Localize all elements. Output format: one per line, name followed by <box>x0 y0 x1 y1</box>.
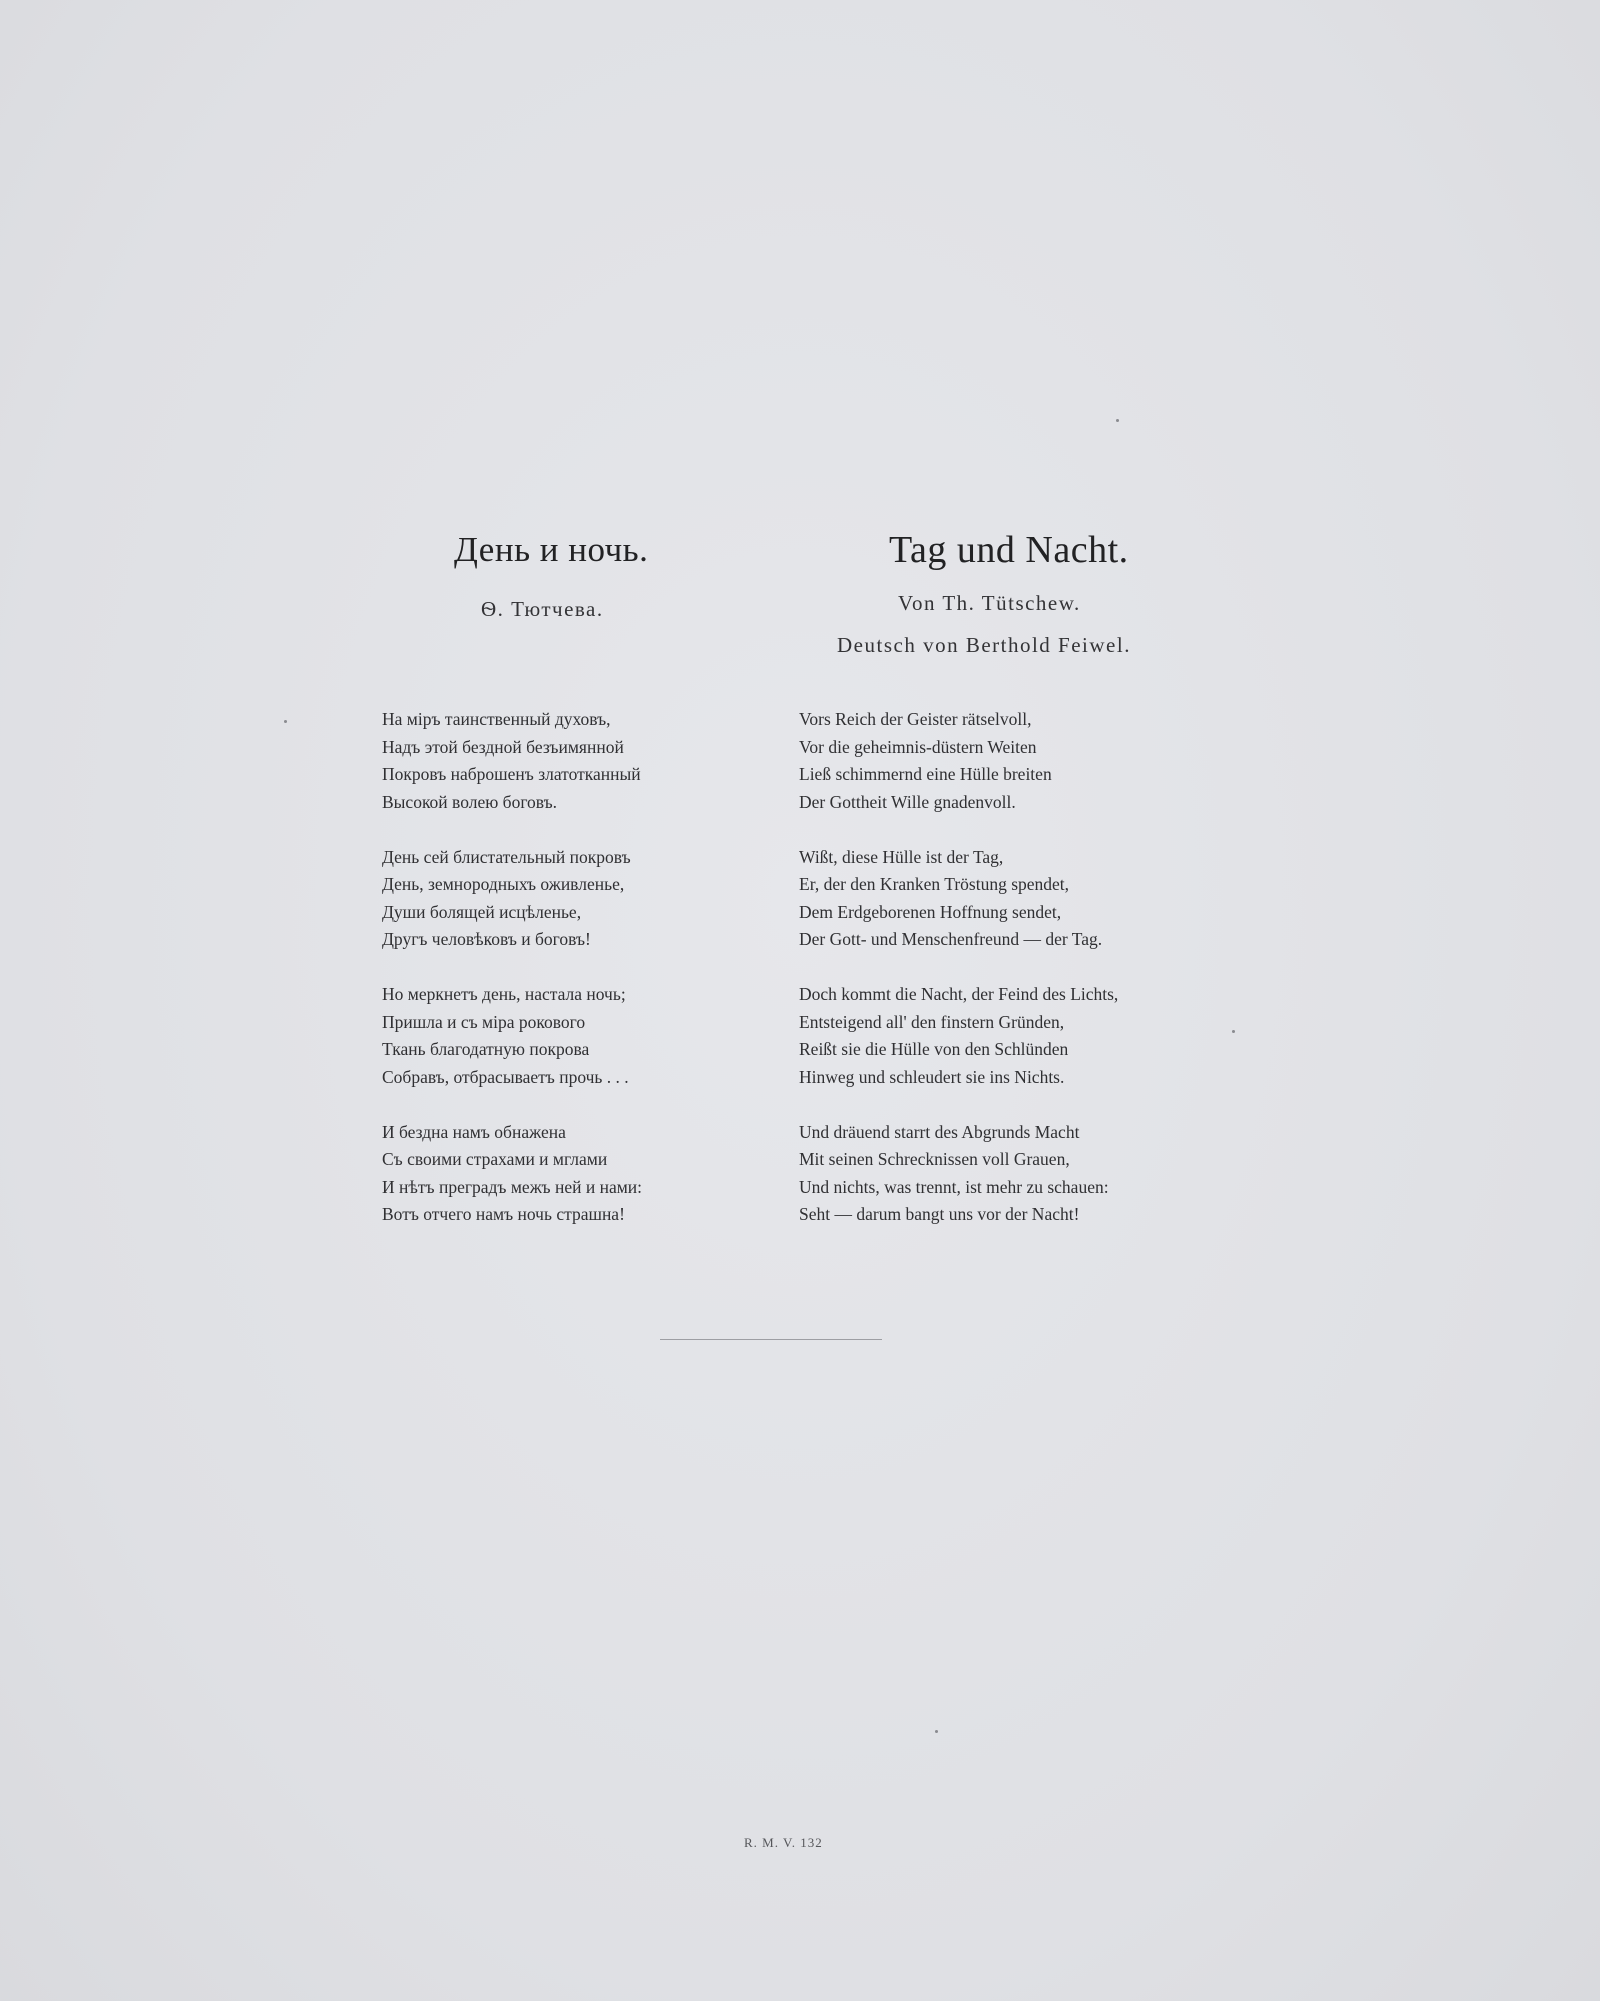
poem-line: Und dräuend starrt des Abgrunds Macht <box>799 1121 1080 1142</box>
poem-line: Надъ этой бездной безъимянной <box>382 736 624 757</box>
poem-line: День сей блистательный покровъ <box>382 846 631 867</box>
poem-line: Wißt, diese Hülle ist der Tag, <box>799 846 1004 867</box>
poem-line: Съ своими страхами и мглами <box>382 1149 608 1169</box>
poem-line: Mit seinen Schrecknissen voll Grauen, <box>799 1149 1070 1169</box>
german-stanza-4 <box>799 1119 1118 1229</box>
poem-line: Души болящей исцѣленье, <box>382 901 582 922</box>
page-footer: R. M. V. 132 <box>744 1835 823 1850</box>
poem-line: Doch kommt die Nacht, der Feind des Lichts, <box>799 984 1119 1004</box>
poem-line: Der Gottheit Wille gnadenvoll. <box>799 791 1016 812</box>
russian-title: День и ночь. <box>454 530 649 569</box>
russian-stanza-4 <box>382 1119 642 1229</box>
poem-line: Вотъ отчего намъ ночь страшна! <box>382 1204 625 1224</box>
poem-line: Другъ человѣковъ и боговъ! <box>382 929 591 949</box>
russian-poem <box>382 706 642 1256</box>
poem-line: Vors Reich der Geister rätselvoll, <box>799 709 1032 729</box>
paper-speck <box>1232 1030 1235 1033</box>
poem-line: Ließ schimmernd eine Hülle breiten <box>799 764 1052 784</box>
poem-line: Und nichts, was trennt, ist mehr zu schauen: <box>799 1176 1109 1197</box>
paper-speck <box>935 1730 938 1733</box>
russian-stanza-3 <box>382 981 642 1091</box>
german-stanza-1 <box>799 706 1118 816</box>
german-stanza-3 <box>799 981 1118 1091</box>
poem-line: Dem Erdgeborenen Hoffnung sendet, <box>799 901 1062 922</box>
divider-rule <box>660 1339 882 1340</box>
poem-line: Пришла и съ міра рокового <box>382 1011 586 1032</box>
russian-author: Ѳ. Тютчева. <box>481 597 604 621</box>
poem-line: Hinweg und schleudert sie ins Nichts. <box>799 1066 1065 1087</box>
poem-line: Высокой волею боговъ. <box>382 791 558 812</box>
russian-stanza-1 <box>382 706 642 816</box>
poem-line: Vor die geheimnis-düstern Weiten <box>799 736 1037 757</box>
poem-line: Seht — darum bangt uns vor der Nacht! <box>799 1204 1080 1224</box>
paper-speck <box>1116 419 1119 422</box>
german-stanza-2 <box>799 844 1118 954</box>
poem-line: Покровъ наброшенъ златотканный <box>382 764 641 784</box>
paper-speck <box>284 720 287 723</box>
german-translator: Deutsch von Berthold Feiwel. <box>837 633 1131 657</box>
poem-line: Reißt sie die Hülle von den Schlünden <box>799 1039 1069 1059</box>
poem-line: Er, der den Kranken Tröstung spendet, <box>799 874 1070 894</box>
german-author: Von Th. Tütschew. <box>898 591 1081 615</box>
poem-line: День, земнородныхъ оживленье, <box>382 874 625 894</box>
poem-line: Ткань благодатную покрова <box>382 1039 590 1059</box>
poem-line: Но меркнетъ день, настала ночь; <box>382 984 626 1004</box>
poem-line: Der Gott- und Menschenfreund — der Tag. <box>799 929 1103 949</box>
german-title: Tag und Nacht. <box>889 529 1129 571</box>
poem-line: На міръ таинственный духовъ, <box>382 709 611 729</box>
german-poem <box>799 706 1118 1256</box>
russian-stanza-2 <box>382 844 642 954</box>
poem-line: И бездна намъ обнажена <box>382 1121 566 1142</box>
poem-line: Entsteigend all' den finstern Gründen, <box>799 1011 1065 1032</box>
poem-line: И нѣтъ преградъ межъ ней и нами: <box>382 1176 643 1197</box>
poem-line: Собравъ, отбрасываетъ прочь . . . <box>382 1066 629 1087</box>
